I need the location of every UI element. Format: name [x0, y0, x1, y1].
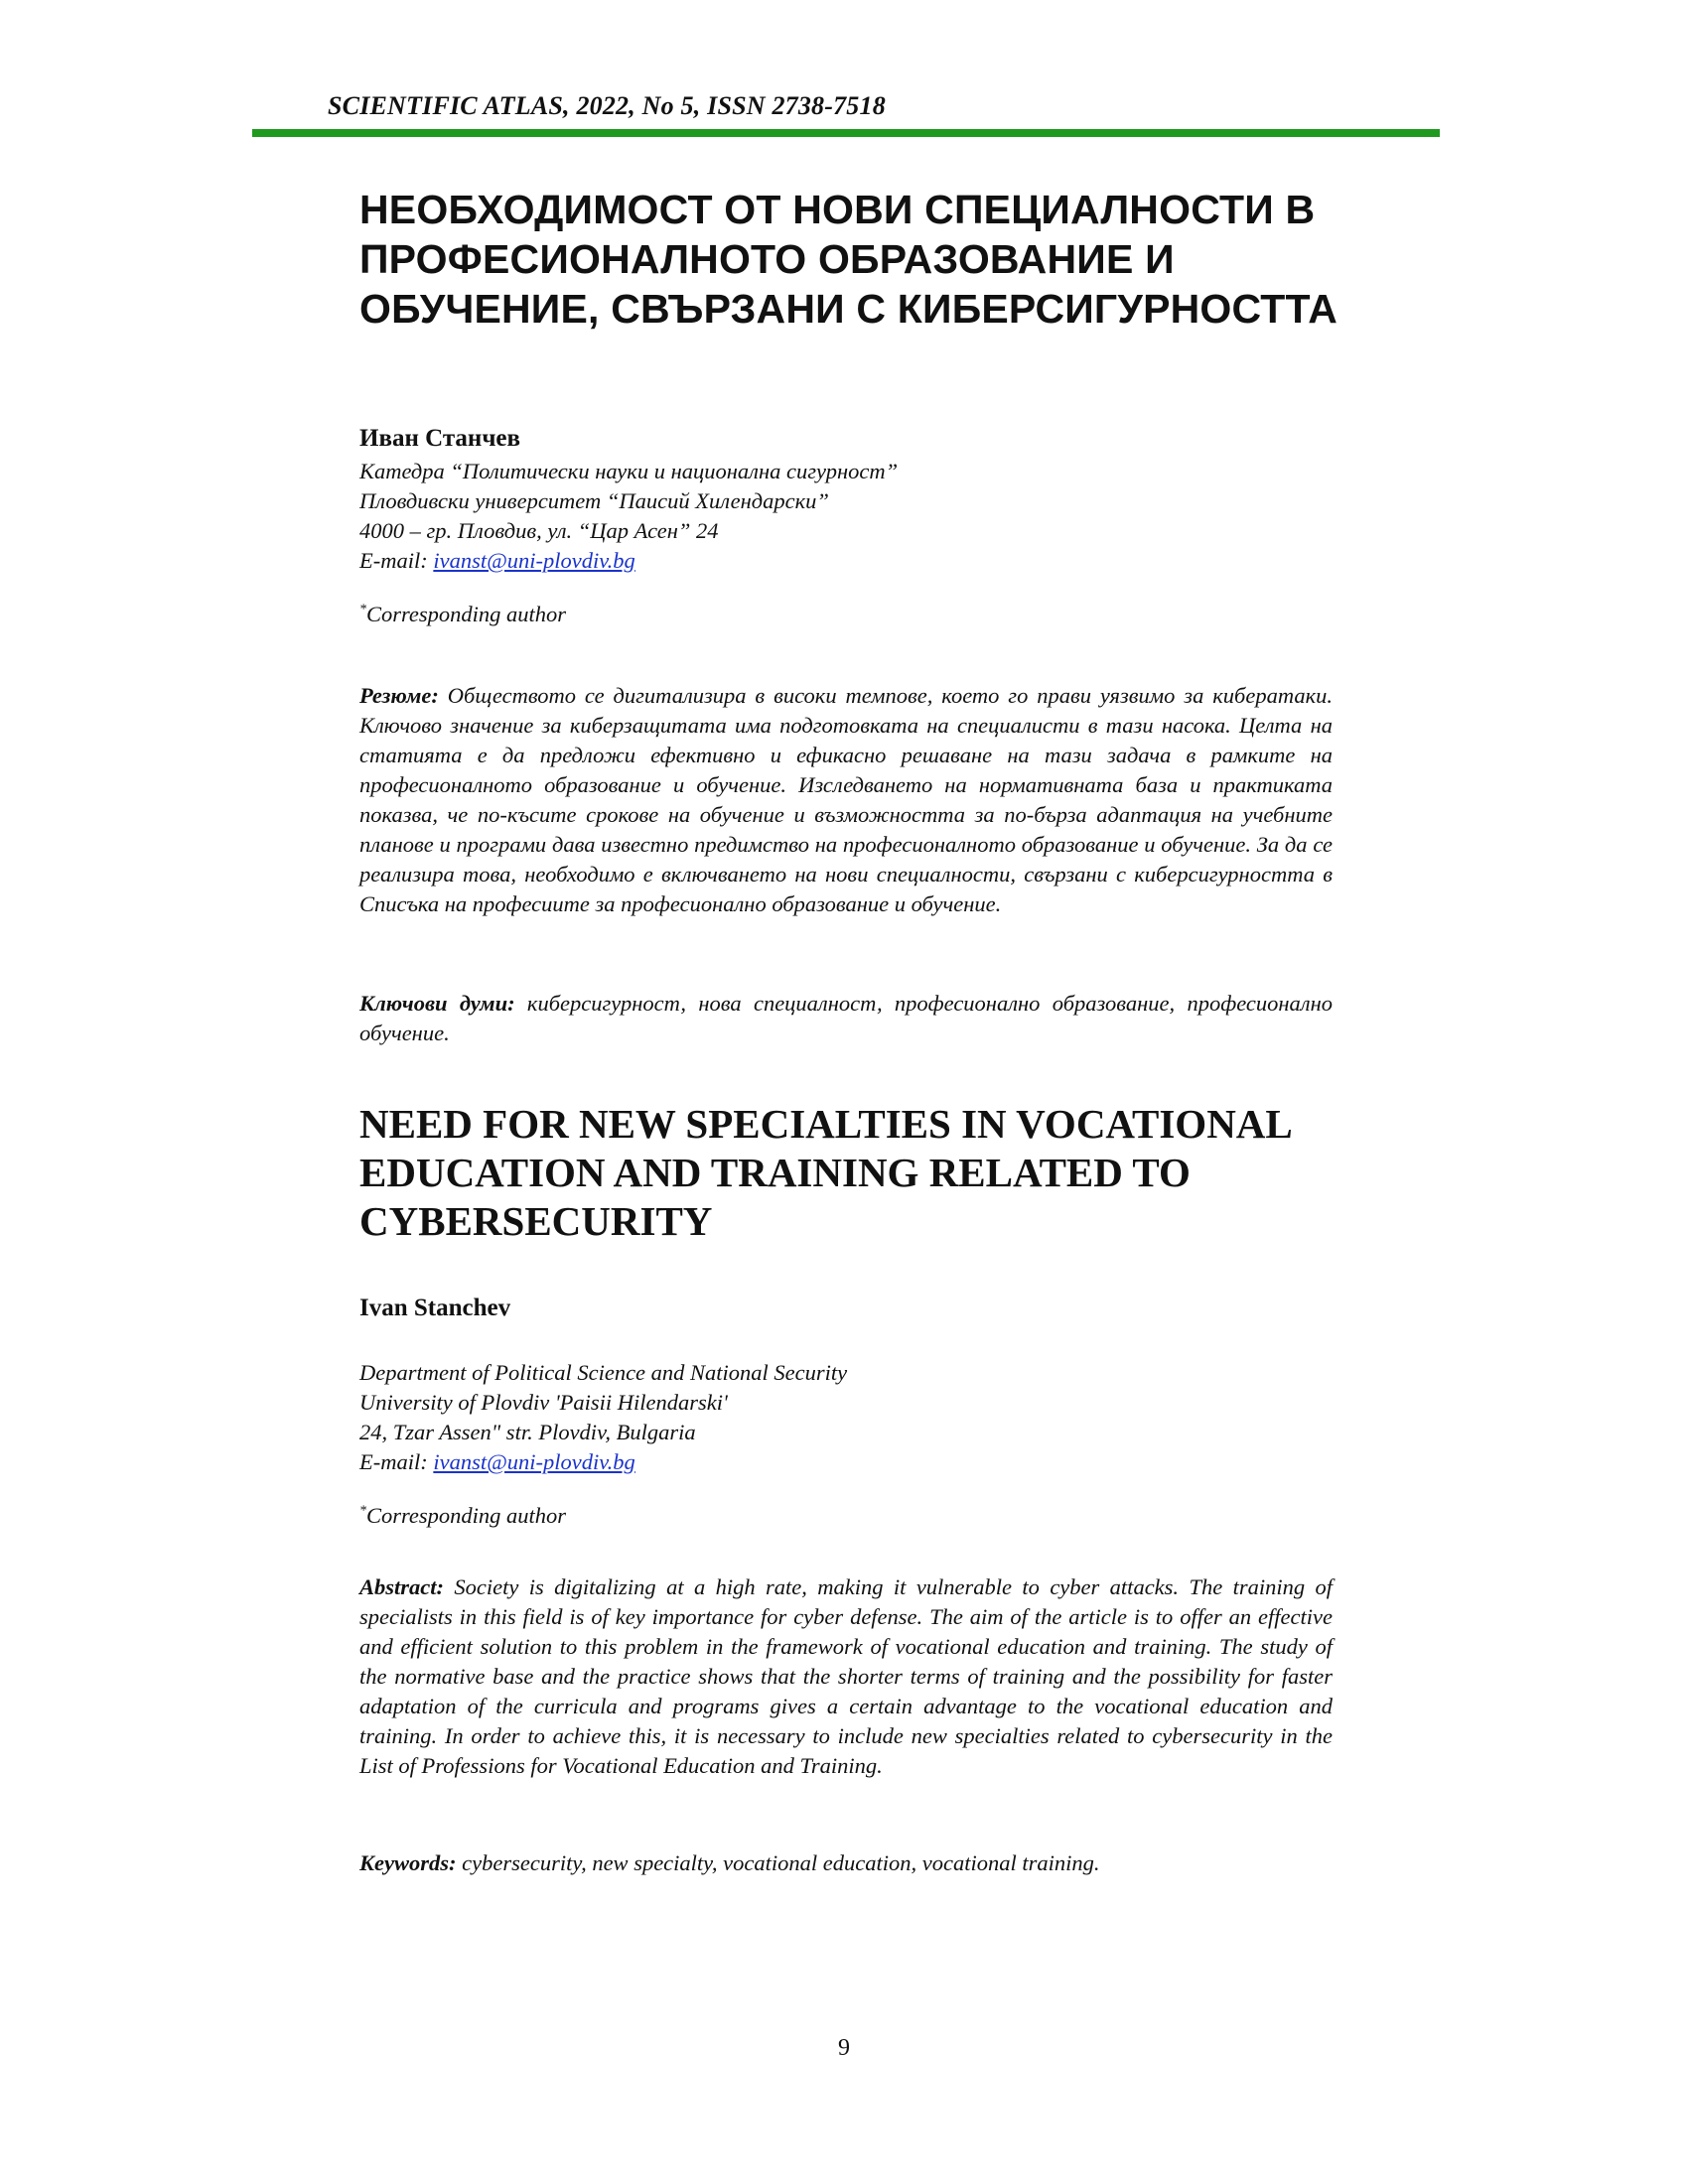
english-keywords: [359, 1848, 1333, 1878]
english-title-line-2: EDUCATION AND TRAINING RELATED TO: [359, 1150, 1191, 1195]
bulgarian-title-line-2: ПРОФЕСИОНАЛНОТО ОБРАЗОВАНИЕ И: [359, 236, 1175, 282]
bulgarian-title-line-1: НЕОБХОДИМОСТ ОТ НОВИ СПЕЦИАЛНОСТИ В: [359, 187, 1316, 232]
bulgarian-corresponding-author: [359, 602, 566, 627]
bulgarian-title: [359, 185, 1412, 334]
keywords-text: киберсигурност, нова специалност, професионално образование, професионално обучение.: [359, 991, 1334, 1045]
bulgarian-university: Пловдивски университет “Паисий Хилендарски”: [359, 488, 829, 513]
bulgarian-affiliation: [359, 457, 898, 576]
english-university: University of Plovdiv 'Paisii Hilendarski': [359, 1390, 728, 1415]
email-label: E-mail:: [359, 548, 434, 573]
keywords-label: Ключови думи:: [359, 991, 515, 1016]
bulgarian-email-link[interactable]: ivanst@uni-plovdiv.bg: [433, 548, 635, 573]
english-title-line-1: NEED FOR NEW SPECIALTIES IN VOCATIONAL: [359, 1101, 1293, 1147]
corresponding-label: Corresponding author: [366, 1503, 567, 1528]
english-affiliation: [359, 1358, 847, 1477]
english-department: Department of Political Science and National Security: [359, 1360, 848, 1385]
english-email-link[interactable]: ivanst@uni-plovdiv.bg: [433, 1449, 635, 1474]
asterisk-mark: *: [359, 1503, 366, 1519]
abstract-text: Society is digitalizing at a high rate, making it vulnerable to cyber attacks. The training of specialists in this field is of key importance for cyber defense. The aim of the article is to offer an effective and efficient solution to this problem in the framework of vocational education and training. The study of the normative base and the practice shows that the shorter terms of training and the possibility for faster adaptation of the curricula and programs gives a certain advantage to the vocational education and training. In order to achieve this, it is necessary to include new specialties related to cybersecurity in the List of Professions for Vocational Education and Training.: [359, 1574, 1333, 1778]
english-abstract: [359, 1572, 1333, 1781]
bulgarian-author-name: Иван Станчев: [359, 425, 521, 452]
bulgarian-address: 4000 – гр. Пловдив, ул. “Цар Асен” 24: [359, 518, 719, 543]
abstract-label: Abstract:: [359, 1574, 445, 1599]
keywords-text: cybersecurity, new specialty, vocational education, vocational training.: [456, 1850, 1100, 1875]
email-label: E-mail:: [359, 1449, 434, 1474]
asterisk-mark: *: [359, 602, 366, 617]
abstract-text: Обществото се дигитализира в високи темпове, което го прави уязвимо за кибератаки. Ключово значение за киберзащитата има подготовката на специалисти в тази насока. Целта на статията е да предложи ефективно и ефикасно решаване на тази задача в рамките на професионалното образование и обучение. Изследването на нормативната база и практиката показва, че по-късите срокове на обучение и възможността за по-бърза адаптация на учебните планове и програми дава известно предимство на професионалното образование и обучение. За да се реализира това, необходимо е включването на нови специалности, свързани с киберсигурността в Списъка на професиите за професионално образование и обучение.: [359, 683, 1333, 916]
header-rule: [252, 129, 1440, 137]
page-number: 9: [838, 2035, 850, 2061]
english-title: [359, 1100, 1412, 1246]
english-author-name: Ivan Stanchev: [359, 1295, 511, 1321]
english-email-line: [359, 1447, 847, 1477]
journal-running-header: SCIENTIFIC ATLAS, 2022, No 5, ISSN 2738-7518: [328, 91, 886, 120]
english-corresponding-author: [359, 1503, 566, 1529]
bulgarian-title-line-3: ОБУЧЕНИЕ, СВЪРЗАНИ С КИБЕРСИГУРНОСТТА: [359, 286, 1338, 332]
bulgarian-keywords: [359, 989, 1333, 1048]
english-title-line-3: CYBERSECURITY: [359, 1198, 713, 1244]
abstract-label: Резюме:: [359, 683, 439, 708]
bulgarian-department: Катедра “Политически науки и национална сигурност”: [359, 459, 899, 483]
english-address: 24, Tzar Assen" str. Plovdiv, Bulgaria: [359, 1420, 696, 1444]
bulgarian-email-line: [359, 546, 898, 576]
corresponding-label: Corresponding author: [366, 602, 567, 626]
bulgarian-abstract: [359, 681, 1333, 919]
keywords-label: Keywords:: [359, 1850, 457, 1875]
